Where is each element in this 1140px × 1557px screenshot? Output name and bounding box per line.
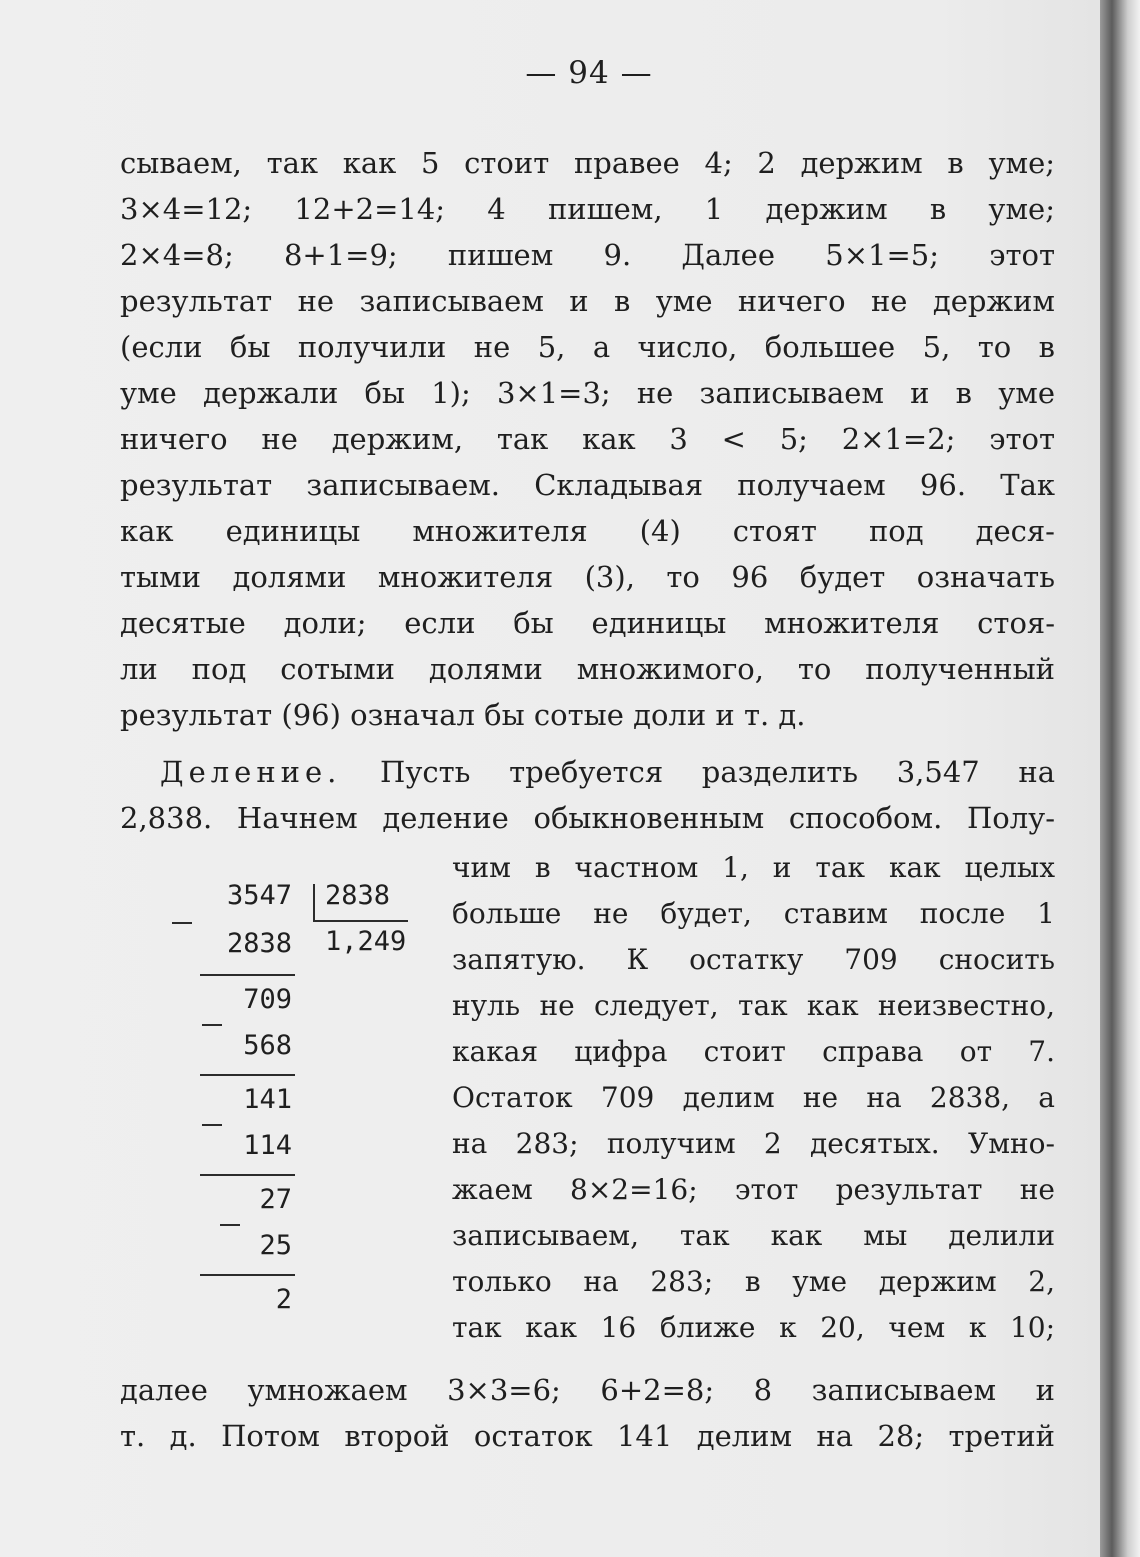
text-line: далее умножаем 3×3=6; 6+2=8; 8 записываем и (120, 1373, 1055, 1407)
text-line: Остаток 709 делим не на 2838, а (452, 1081, 1055, 1114)
text-line: уме держали бы 1); 3×1=3; не записываем и в уме (120, 376, 1055, 410)
text-line: (если бы получили не 5, а число, большее 5, то в (120, 330, 1055, 364)
minus-sign (220, 1224, 240, 1226)
text-line: так как 16 ближе к 20, чем к 10; (452, 1311, 1055, 1344)
division-dividend: 3547 (226, 880, 292, 911)
minus-sign (202, 1024, 222, 1026)
text-line: тыми долями множителя (3), то 96 будет означать (120, 560, 1055, 594)
text-line (120, 749, 1055, 795)
division-step: 568 (243, 1030, 292, 1061)
division-divisor: 2838 (325, 880, 391, 911)
text-line: на 283; получим 2 десятых. Умно- (452, 1127, 1055, 1160)
minus-sign (202, 1124, 222, 1126)
division-quotient: 1,249 (325, 926, 407, 957)
division-step: 27 (259, 1184, 292, 1215)
text-line: сываем, так как 5 стоит правее 4; 2 держим в уме; (120, 146, 1055, 180)
division-step: 141 (243, 1084, 292, 1115)
division-step: 2838 (226, 928, 292, 959)
text-line: какая цифра стоит справа от 7. (452, 1035, 1055, 1068)
text-line: 3×4=12; 12+2=14; 4 пишем, 1 держим в уме; (120, 192, 1055, 226)
text-line: 2×4=8; 8+1=9; пишем 9. Далее 5×1=5; этот (120, 238, 1055, 272)
text-line: записываем, так как мы делили (452, 1219, 1055, 1252)
text-line: нуль не следует, так как неизвестно, (452, 989, 1055, 1022)
division-rule (200, 1074, 295, 1076)
division-rule (200, 1274, 295, 1276)
division-remainder: 2 (275, 1284, 292, 1315)
text-line: жаем 8×2=16; этот результат не (452, 1173, 1055, 1206)
division-bar (313, 884, 315, 920)
long-division-example (160, 880, 430, 1340)
text-line: результат (96) означал бы сотые доли и т. д. (120, 698, 806, 732)
page-number: — 94 — (525, 55, 653, 91)
paragraph-division-explanation (452, 845, 1055, 1351)
text-line: запятую. К остатку 709 сносить (452, 943, 1055, 976)
section-heading-division: Деление. (160, 755, 342, 789)
division-step: 114 (243, 1130, 292, 1161)
division-step: 709 (243, 984, 292, 1015)
division-rule (200, 974, 295, 976)
page-edge-shadow (1100, 0, 1140, 1557)
text-line: ничего не держим, так как 3 < 5; 2×1=2; этот (120, 422, 1055, 456)
text-line: только на 283; в уме держим 2, (452, 1265, 1055, 1298)
paragraph-multiplication (120, 140, 1055, 738)
text-line: ли под сотыми долями множимого, то полученный (120, 652, 1055, 686)
minus-sign (172, 922, 192, 924)
text-line: результат записываем. Складывая получаем 96. Так (120, 468, 1055, 502)
division-quotient-rule (313, 920, 408, 922)
paragraph-division-intro (120, 749, 1055, 841)
text-fragment: Пусть требуется разделить 3,547 на (380, 755, 1056, 789)
text-line: чим в частном 1, и так как целых (452, 851, 1055, 884)
division-rule (200, 1174, 295, 1176)
text-line: как единицы множителя (4) стоят под деся- (120, 514, 1055, 548)
division-step: 25 (259, 1230, 292, 1261)
text-line: т. д. Потом второй остаток 141 делим на 28; третий (120, 1419, 1055, 1453)
text-line: 2,838. Начнем деление обыкновенным способом. Полу- (120, 801, 1055, 835)
text-line: десятые доли; если бы единицы множителя стоя- (120, 606, 1055, 640)
text-line: результат не записываем и в уме ничего не держим (120, 284, 1055, 318)
text-line: больше не будет, ставим после 1 (452, 897, 1055, 930)
paragraph-division-continued (120, 1367, 1055, 1459)
